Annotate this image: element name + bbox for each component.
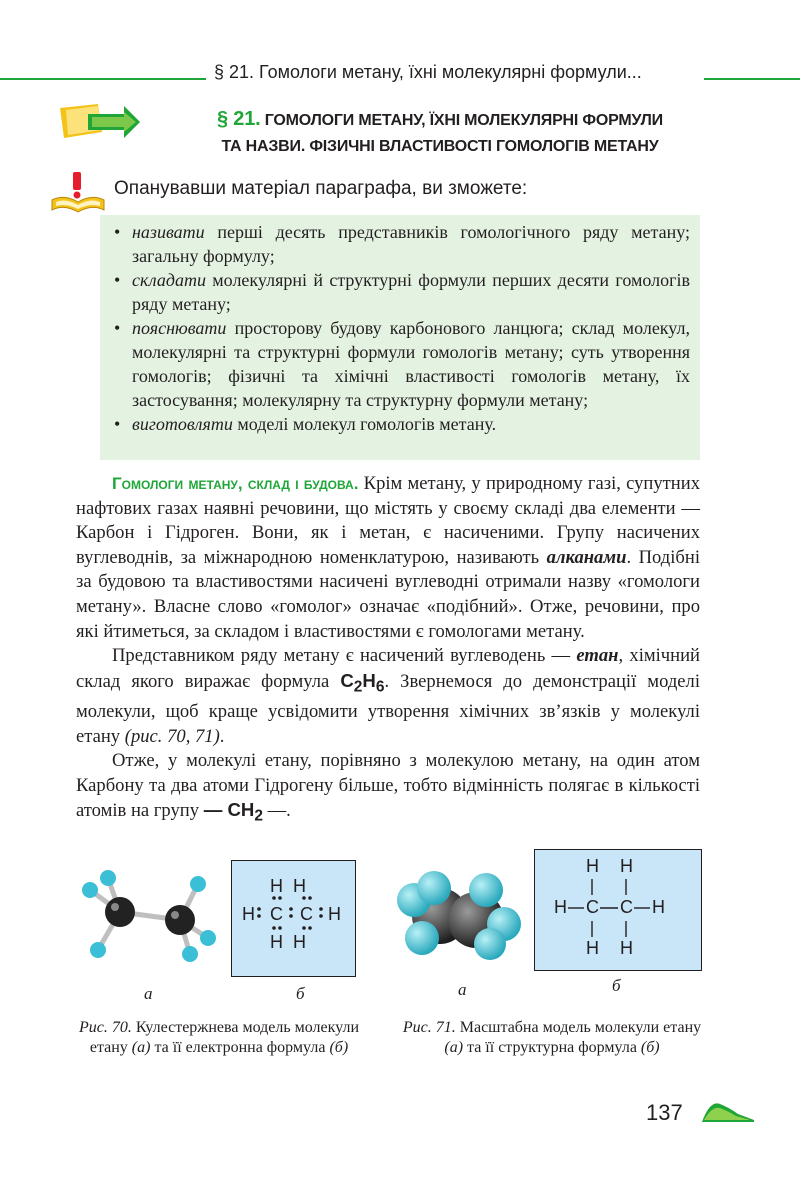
section-title-line1: ГОМОЛОГИ МЕТАНУ, ЇХНІ МОЛЕКУЛЯРНІ ФОРМУЛИ — [264, 112, 663, 129]
electron-formula-top-h: H H — [270, 876, 306, 896]
formula-symbol: H — [362, 669, 376, 691]
structural-h: H — [554, 897, 567, 917]
objective-text: моделі молекул гомологів метану. — [232, 414, 497, 434]
electron-formula-left-h: H — [242, 904, 255, 924]
body-text — [76, 472, 700, 830]
formula-subscript: 2 — [254, 808, 263, 826]
caption-ref: (а) — [131, 1039, 151, 1056]
text-run: . — [219, 725, 225, 747]
caption-text: Масштабна модель молекули етану — [455, 1019, 702, 1036]
caption-ref: Рис. 70. — [78, 1019, 132, 1036]
exclamation-book-icon — [50, 172, 106, 214]
formula-subscript: 6 — [375, 678, 385, 696]
space-filling-model — [394, 866, 524, 962]
electron-formula-c1: C — [270, 904, 283, 924]
caption-text: та її електронна формула — [150, 1039, 330, 1056]
structural-h: H — [586, 856, 599, 876]
text-run: —. — [262, 800, 291, 822]
caption-ref: (а) — [444, 1039, 464, 1056]
figure-70-label-a: а — [144, 984, 153, 1003]
electron-formula-right-h: H — [328, 904, 341, 924]
figure-71-caption — [400, 1018, 704, 1058]
caption-ref: Рис. 71. — [402, 1019, 456, 1036]
header-rule-right — [704, 78, 800, 80]
book-arrow-icon — [58, 102, 142, 142]
objective-verb: складати — [132, 270, 206, 290]
structural-h: H — [652, 897, 665, 917]
figure-70-caption — [74, 1018, 364, 1058]
text-run: Представником ряду метану є насичений вуглеводень — — [112, 645, 577, 667]
list-item — [114, 220, 690, 268]
running-title: § 21. Гомологи метану, їхні молекулярні формули... — [214, 62, 642, 82]
ethane-formula — [340, 669, 385, 696]
paragraph-heading: Гомологи метану, склад і будова. — [112, 474, 359, 493]
objective-text: просторову будову карбонового ланцюга; склад молекул, молекулярні та структурні формули гомологів метану; суть утворення гомологів; фізичні та хімічні властивості гомологів метану, їх застосування; молекулярну та структурну формули метану; — [132, 318, 690, 410]
structural-h: H — [620, 856, 633, 876]
section-title — [140, 106, 740, 160]
caption-text: та її структурна формула — [463, 1039, 641, 1056]
figure-70-label-b: б — [296, 984, 305, 1003]
figure-71-label-a: а — [458, 980, 467, 999]
structural-bonds — [534, 849, 700, 969]
figure-71-label-b: б — [612, 976, 621, 995]
objective-verb: виготовляти — [132, 414, 233, 434]
formula-symbol: C — [340, 669, 354, 691]
objectives-panel — [100, 215, 700, 460]
structural-h: H — [586, 938, 599, 958]
section-number: § 21. — [217, 108, 261, 130]
figure-reference: (рис. 70, 71) — [124, 725, 220, 747]
structural-h: H — [620, 938, 633, 958]
text-run: Крім метану, у природному газі, супутних нафтових газах наявні речовини, що містять у своєму складі два елементи — Карбон і Гідроген. Вони, як і метан, є насиченими. Групу насичених вуглеводнів, за міжнародною номенклатурою, називають — [76, 473, 700, 568]
objective-text: молекулярні й структурні формули перших десяти гомологів ряду метану; — [132, 270, 690, 314]
text-run: , хімічний склад якого виражає формула — [76, 645, 700, 692]
objective-verb: пояснювати — [132, 318, 227, 338]
electron-formula-bottom-h: H H — [270, 932, 306, 952]
text-run: Отже, у молекулі етану, порівняно з молекулою метану, на один атом Карбону та два атоми Гідрогену більше, тобто відмінність полягає в кількості атомів на групу — [76, 750, 700, 822]
leaf-icon — [700, 1098, 756, 1124]
list-item — [114, 316, 690, 412]
structural-c: C — [586, 897, 599, 917]
paragraph-1 — [76, 472, 700, 644]
text-run: . Подібні за будовою та властивостями насичені вуглеводні отримали назву «гомологи метану». Власне слово «гомолог» означає «подібний». Отже, речовини, про які йтиметься, за складом і властивостями є гомологами метану. — [76, 546, 700, 642]
caption-ref: (б) — [329, 1039, 349, 1056]
objectives-intro: Опанувавши матеріал параграфа, ви зможете: — [114, 178, 528, 199]
list-item — [114, 268, 690, 316]
formula-subscript: 2 — [353, 678, 363, 696]
paragraph-3 — [76, 749, 700, 830]
objectives-list — [114, 220, 690, 436]
text-run: . Звернемося до демонстрації моделі молекули, щоб краще усвідомити утворення хімічних зв’язків у молекулі етану — [76, 670, 700, 747]
electron-pairs — [231, 860, 354, 975]
term-alkanes: алканами — [546, 546, 627, 568]
section-title-line2: ТА НАЗВИ. ФІЗИЧНІ ВЛАСТИВОСТІ ГОМОЛОГІВ МЕТАНУ — [221, 138, 659, 155]
caption-ref: (б) — [640, 1039, 660, 1056]
structural-c: C — [620, 897, 633, 917]
objective-text: перші десять представників гомологічного ряду метану; загальну формулу; — [132, 222, 690, 266]
term-ethane: етан — [576, 645, 619, 667]
header-rule-left — [0, 78, 206, 80]
paragraph-2 — [76, 644, 700, 749]
ball-and-stick-model — [70, 862, 230, 972]
list-item — [114, 412, 690, 436]
objective-verb: називати — [132, 222, 205, 242]
caption-text: Кулестержнева модель молекули етану — [89, 1019, 360, 1056]
formula-symbol: — CH — [203, 799, 255, 821]
ch2-group-formula — [203, 799, 263, 826]
electron-formula-c2: C — [300, 904, 313, 924]
page-number: 137 — [646, 1100, 683, 1125]
